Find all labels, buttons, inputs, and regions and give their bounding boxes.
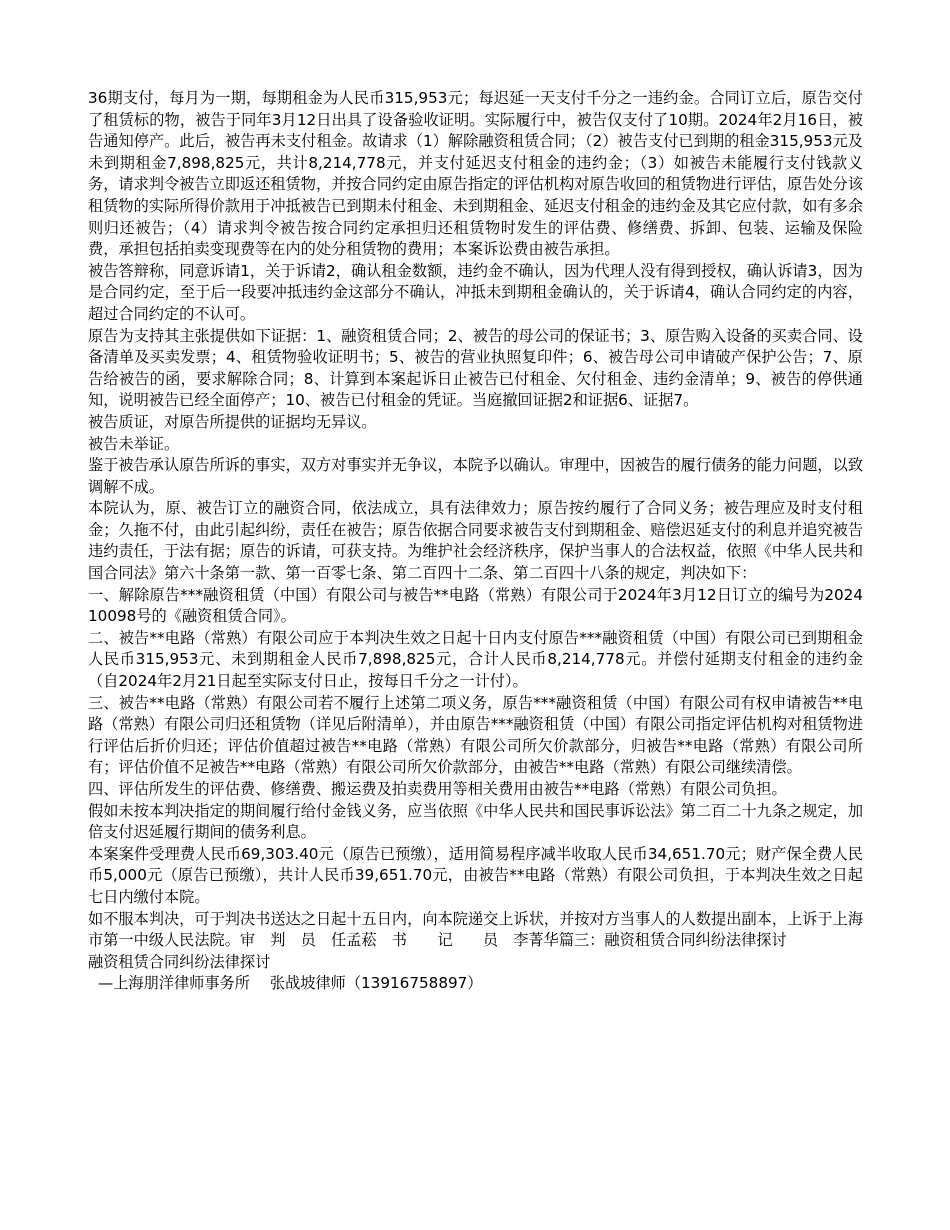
- paragraph-claims: 36期支付，每月为一期，每期租金为人民币315,953元；每迟延一天支付千分之一违约金。合同订立后，原告交付了租赁标的物，被告于同年3月12日出具了设备验收证明。实际履行中，被告仅支付了10期。2024年2月16日，被告通知停产。此后，被告再未支付租金。故请求（1）解除融资租赁合同；（2）被告支付已到期的租金315,953元及未到期租金7,898,825元，共计8,214,778元，并支付延迟支付租金的违约金；（3）如被告未能履行支付钱款义务，请求判令被告立即返还租赁物，并按合同约定由原告指定的评估机构对原告收回的租赁物进行评估，原告处分该租赁物的实际所得价款用于冲抵被告已到期未付租金、未到期租金、延迟支付租金的违约金及其它应付款，如有多余则归还被告；（4）请求判令被告按合同约定承担归还租赁物时发生的评估费、修缮费、拆卸、包装、运输及保险费，承担包括拍卖变现费等在内的处分租赁物的费用；本案诉讼费由被告承担。: [88, 89, 863, 259]
- article-title: 融资租赁合同纠纷法律探讨: [88, 952, 271, 971]
- paragraph-cross-exam: 被告质证，对原告所提供的证据均无异议。: [88, 412, 377, 431]
- paragraph-no-evidence: 被告未举证。: [88, 434, 180, 453]
- paragraph-defense: 被告答辩称，同意诉请1，关于诉请2，确认租金数额，违约金不确认，因为代理人没有得到授权，确认诉请3，因为是合同约定，至于后一段要冲抵违约金这部分不确认，冲抵未到期租金确认的，关于诉请4，确认合同约定的内容，超过合同约定的不认可。: [88, 261, 863, 323]
- paragraph-court-opinion: 本院认为，原、被告订立的融资合同，依法成立，具有法律效力；原告按约履行了合同义务；被告理应及时支付租金；久拖不付，由此引起纠纷，责任在被告；原告依据合同要求被告支付到期租金、赔偿迟延支付的利息并追究被告违约责任，于法有据；原告的诉请，可获支持。为维护社会经济秩序，保护当事人的合法权益，依照《中华人民共和国合同法》第六十条第一款、第一百零七条、第二百四十二条、第二百四十八条的规定，判决如下：: [88, 499, 863, 583]
- paragraph-appeal: 如不服本判决，可于判决书送达之日起十五日内，向本院递交上诉状，并按对方当事人的人数提出副本，上诉于上海市第一中级人民法院。审 判 员 任孟菘 书 记 员 李菁华篇三：融资租赁合同纠纷法律探讨: [88, 909, 863, 950]
- paragraph-evidence: 原告为支持其主张提供如下证据：1、融资租赁合同；2、被告的母公司的保证书；3、原告购入设备的买卖合同、设备清单及买卖发票；4、租赁物验收证明书；5、被告的营业执照复印件；6、被告母公司申请破产保护公告；7、原告给被告的函，要求解除合同；8、计算到本案起诉日止被告已付租金、欠付租金、违约金清单；9、被告的停供通知，说明被告已经全面停产；10、被告已付租金的凭证。当庭撤回证据2和证据6、证据7。: [88, 326, 863, 410]
- judgment-item-1: 一、解除原告***融资租赁（中国）有限公司与被告**电路（常熟）有限公司于2024年3月12日订立的编号为202410098号的《融资租赁合同》。: [88, 585, 863, 626]
- article-author: —上海朋洋律师事务所 张战坡律师（13916758897）: [98, 974, 483, 993]
- paragraph-court-fees: 本案案件受理费人民币69,303.40元（原告已预缴），适用简易程序减半收取人民币34,651.70元；财产保全费人民币5,000元（原告已预缴），共计人民币39,651.70元，由被告**电路（常熟）有限公司负担，于本判决生效之日起七日内缴付本院。: [88, 844, 863, 906]
- judgment-item-2: 二、被告**电路（常熟）有限公司应于本判决生效之日起十日内支付原告***融资租赁（中国）有限公司已到期租金人民币315,953元、未到期租金人民币7,898,825元，合计人民币8,214,778元。并偿付延期支付租金的违约金（自2024年2月21日起至实际支付日止，按每日千分之一计付）。: [88, 628, 863, 691]
- paragraph-delay-interest: 假如未按本判决指定的期间履行给付金钱义务，应当依照《中华人民共和国民事诉讼法》第二百二十九条之规定，加倍支付迟延履行期间的债务利息。: [88, 801, 863, 842]
- judgment-item-4: 四、评估所发生的评估费、修缮费、搬运费及拍卖费用等相关费用由被告**电路（常熟）有限公司负担。: [88, 780, 787, 798]
- judgment-item-3: 三、被告**电路（常熟）有限公司若不履行上述第二项义务，原告***融资租赁（中国）有限公司有权申请被告**电路（常熟）有限公司归还租赁物（详见后附清单），并由原告***融资租赁（中国）有限公司指定评估机构对租赁物进行评估后折价归还；评估价值超过被告**电路（常熟）有限公司所欠价款部分，归被告**电路（常熟）有限公司所有；评估价值不足被告**电路（常熟）有限公司所欠价款部分，由被告**电路（常熟）有限公司继续清偿。: [88, 693, 863, 777]
- paragraph-facts: 鉴于被告承认原告所诉的事实，双方对事实并无争议，本院予以确认。审理中，因被告的履行债务的能力问题，以致调解不成。: [88, 456, 863, 496]
- document-page: [88, 88, 863, 995]
